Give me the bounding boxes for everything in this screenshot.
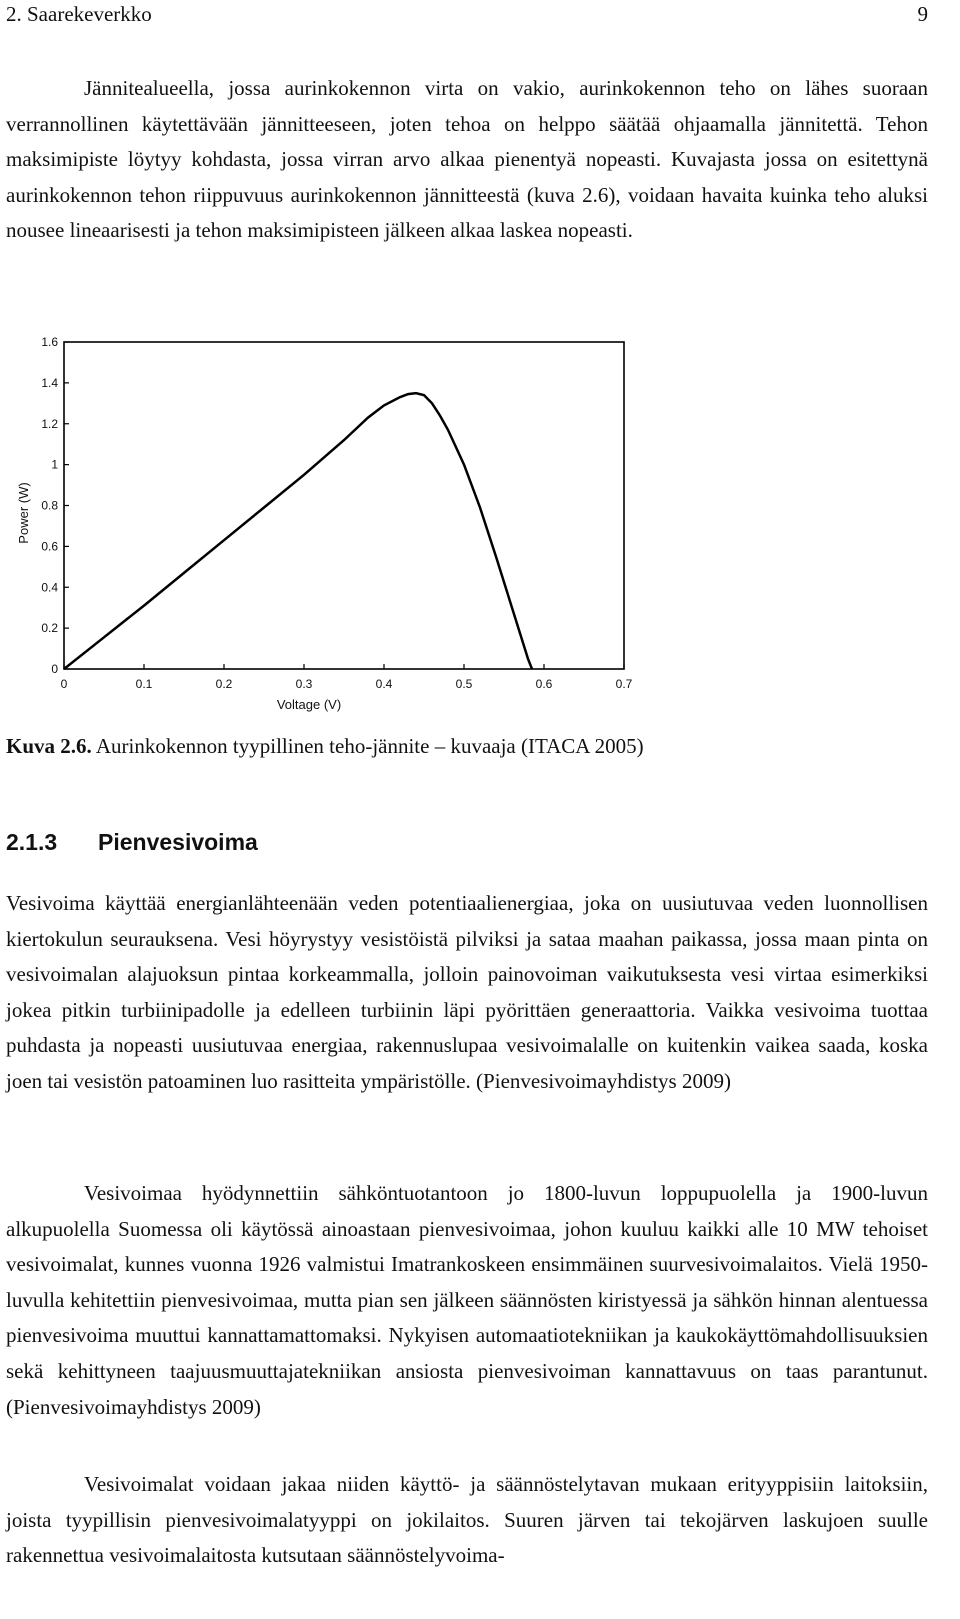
y-tick-label: 0.8 [41, 498, 58, 513]
y-tick-label: 1.4 [41, 375, 58, 390]
x-tick-label: 0.2 [215, 677, 233, 691]
paragraph-hydropower-intro: Vesivoima käyttää energianlähteenään veden potentiaalienergiaa, joka on uusiutuvaa veden luonnollisen kiertokulun seurauksena. Vesi höyrystyy vesistöistä pilviksi ja sataa maahan paikassa, jossa maan pinta on vesivoimalan alajuoksun pintaa korkeammalla, jolloin painovoiman vaikutuksesta vesi virtaa esimerkiksi jokea pitkin turbiinipadolle ja edelleen turbiinin läpi pyörittäen generaattoria. Vaikka vesivoima tuottaa puhdasta ja nopeasti uusiutuvaa energiaa, rakennuslupaa vesivoimalalle on kuitenkin vaikea saada, koska joen tai vesistön patoaminen luo rasitteita ympäristölle. (Pienvesivoimayhdistys 2009) [6, 891, 928, 1093]
figure-caption-label: Kuva 2.6. [6, 734, 92, 758]
y-tick-label: 1 [51, 457, 58, 472]
chart-ticks [41, 335, 632, 691]
y-axis-label: Power (W) [16, 482, 31, 544]
page-header [6, 0, 928, 34]
x-tick-label: 0.7 [615, 677, 633, 691]
paragraph-solar-voltage: Jännitealueella, jossa aurinkokennon virta on vakio, aurinkokennon teho on lähes suoraan verrannollinen käytettävään jännitteeseen, joten tehoa on helppo säätää ohjaamalla jännitettä. Tehon maksimipiste löytyy kohdasta, jossa virran arvo alkaa pienentyä nopeasti. Kuvajasta jossa on esitettynä aurinkokennon tehon riippuvuus aurinkokennon jännitteestä (kuva 2.6), voidaan havaita kuinka teho aluksi nousee lineaarisesti ja tehon maksimipisteen jälkeen alkaa laskea nopeasti. [6, 76, 928, 243]
y-tick-label: 1.2 [41, 416, 58, 431]
y-tick-label: 0.4 [41, 580, 58, 595]
x-tick-label: 0 [60, 677, 68, 691]
x-axis-label: Voltage (V) [276, 697, 342, 712]
y-tick-label: 0 [51, 662, 58, 676]
section-title: Pienvesivoima [98, 829, 258, 855]
x-tick-label: 0.5 [455, 677, 473, 691]
y-tick-label: 0.6 [41, 539, 58, 554]
x-tick-label: 0.3 [295, 677, 313, 691]
power-curve-line [64, 393, 532, 669]
running-section-title: 2. Saarekeverkko [6, 2, 152, 26]
page-number: 9 [917, 2, 928, 26]
chart-axes [64, 342, 624, 669]
paragraph-hydropower-history: Vesivoimaa hyödynnettiin sähköntuotantoon jo 1800-luvun loppupuolella ja 1900-luvun alkupuolella Suomessa oli käytössä ainoastaan pienvesivoimaa, johon kuuluu kaikki alle 10 MW tehoiset vesivoimalat, kunnes vuonna 1926 valmistui Imatrankoskeen ensimmäinen suurvesivoimalaitos. Vielä 1950-luvulla kehitettiin pienvesivoimaa, mutta pian sen jälkeen säännösten kiristyessä ja sähkön hinnan alentuessa pienvesivoima muuttui kannattamattomaksi. Nykyisen automaatiotekniikan ja kaukokäyttömahdollisuuksien sekä kehittyneen taajuusmuuttajatekniikan ansiosta pienvesivoiman kannattavuus on taas parantunut. (Pienvesivoimayhdistys 2009) [6, 1181, 928, 1419]
x-tick-label: 0.4 [375, 677, 393, 691]
section-number: 2.1.3 [6, 829, 58, 855]
power-voltage-chart [6, 322, 646, 724]
figure-caption [6, 732, 644, 760]
figure-caption-text: Aurinkokennon tyypillinen teho-jännite – kuvaaja (ITACA 2005) [95, 734, 644, 758]
paragraph-hydropower-types: Vesivoimalat voidaan jakaa niiden käyttö- ja säännöstelytavan mukaan erityyppisiin laitoksiin, joista tyypillisin pienvesivoimalatyyppi on jokilaitos. Suuren järven tai tekojärven laskujoen suulle rakennettua vesivoimalaitosta kutsutaan säännöstelyvoima- [6, 1472, 928, 1568]
section-heading [6, 827, 258, 857]
x-tick-label: 0.1 [135, 677, 153, 691]
plot-frame [64, 342, 624, 669]
x-tick-label: 0.6 [535, 677, 553, 691]
y-tick-label: 1.6 [41, 335, 58, 349]
y-tick-label: 0.2 [41, 621, 58, 636]
